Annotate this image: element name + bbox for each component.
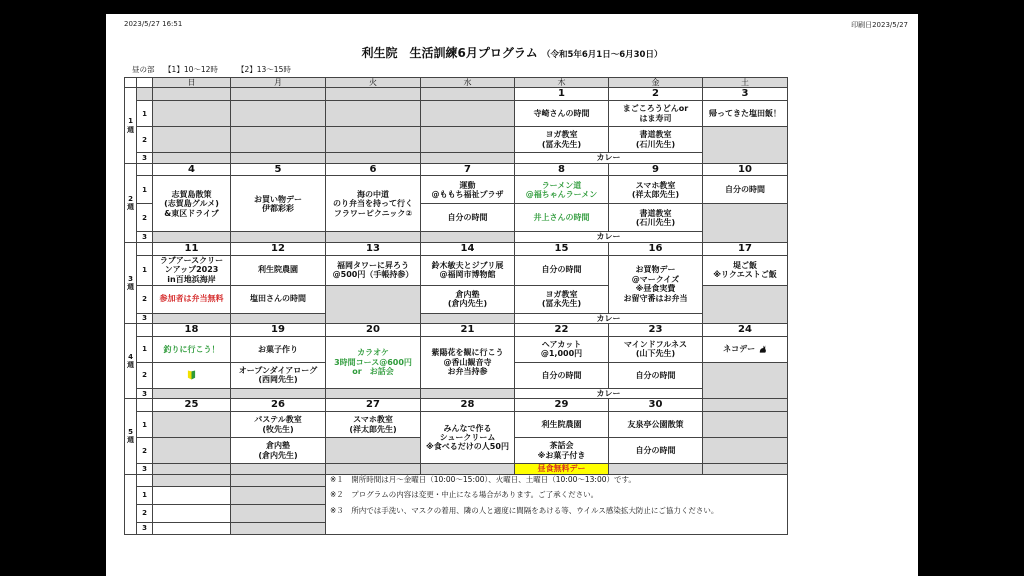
event-cell: ラーメン道 @福ちゃんラーメン [515, 176, 609, 204]
event-cell: ヨガ教室 (冨永先生) [515, 127, 609, 153]
event-cell: 自分の時間 [609, 362, 703, 388]
event-cell: 倉内塾 (倉内先生) [231, 438, 326, 464]
event-cell: 志賀島散策 (志賀島グルメ) &東区ドライブ [153, 176, 231, 232]
day-fri: 金 [609, 78, 703, 88]
date-cell: 3 [703, 88, 788, 101]
event-cell: 茶話会 ※お菓子付き [515, 438, 609, 464]
day-tue: 火 [326, 78, 421, 88]
slot2-label: 【2】13～15時 [236, 65, 291, 74]
date-cell: 17 [703, 242, 788, 255]
event-cell: スマホ教室 (祥太郎先生) [326, 412, 421, 438]
row-number: 2 [137, 285, 153, 313]
row-number: 2 [137, 204, 153, 232]
event-text: ネコデー [723, 344, 756, 354]
week2-label: 2 週 [125, 163, 137, 242]
date-cell: 18 [153, 324, 231, 337]
date-cell: 29 [515, 399, 609, 412]
date-cell: 4 [153, 163, 231, 176]
icon-cell [153, 362, 231, 388]
curry-cell: カレー [515, 388, 703, 398]
event-cell: 運動 @ももち福祉プラザ [421, 176, 515, 204]
date-cell: 15 [515, 242, 609, 255]
row-number: 2 [137, 127, 153, 153]
date-cell: 16 [609, 242, 703, 255]
event-cell: 倉内塾 (倉内先生) [421, 285, 515, 313]
event-cell: まごころうどんor はま寿司 [609, 101, 703, 127]
date-cell: 21 [421, 324, 515, 337]
event-cell: ラブアースクリー ンアップ2023 in百地浜海岸 [153, 255, 231, 285]
note-2: ※２ プログラムの内容は変更・中止になる場合があります。ご了承ください。 [330, 489, 599, 499]
event-cell: 釣りに行こう！ [153, 336, 231, 362]
notes-block [326, 474, 788, 534]
event-cell: 自分の時間 [515, 255, 609, 285]
row-number: 2 [137, 438, 153, 464]
date-cell: 8 [515, 163, 609, 176]
event-cell: ヨガ教室 (冨永先生) [515, 285, 609, 313]
event-note: 参加者は弁当無料 [153, 285, 231, 313]
event-cell: 海の中道 のり弁当を持って行く フラワーピクニック② [326, 176, 421, 232]
page-title [106, 44, 918, 61]
week5-date-row [125, 399, 907, 412]
date-cell: 11 [153, 242, 231, 255]
date-cell: 24 [703, 324, 788, 337]
week4-label: 4 週 [125, 324, 137, 399]
event-cell: 利生院農園 [515, 412, 609, 438]
row-number: 1 [137, 255, 153, 285]
print-timestamp: 2023/5/27 16:51 [124, 20, 183, 28]
row-number: 1 [137, 486, 153, 504]
date-cell: 26 [231, 399, 326, 412]
event-cell: 帰ってきた塩田飯！ [703, 101, 788, 127]
date-cell: 14 [421, 242, 515, 255]
date-cell: 25 [153, 399, 231, 412]
row-number: 2 [137, 504, 153, 522]
day-header-row [125, 78, 907, 88]
schedule-table [124, 77, 907, 535]
event-cell: お買い物デー 伊都彩彩 [231, 176, 326, 232]
week2-date-row [125, 163, 907, 176]
date-cell: 10 [703, 163, 788, 176]
event-cell: みんなで作る シュークリーム ※食べるだけの人50円 [421, 412, 515, 464]
row-number: 3 [137, 522, 153, 534]
date-cell: 27 [326, 399, 421, 412]
event-cell: 書道教室 (石川先生) [609, 204, 703, 232]
beginner-mark-icon [187, 369, 196, 381]
week3-date-row [125, 242, 907, 255]
event-cell: スマホ教室 (祥太郎先生) [609, 176, 703, 204]
date-cell: 1 [515, 88, 609, 101]
print-date: 印刷日2023/5/27 [851, 21, 908, 29]
event-cell: 福岡タワーに昇ろう @500円（手帳持参） [326, 255, 421, 285]
event-cell: 井上さんの時間 [515, 204, 609, 232]
event-cell: ヘアカット @1,000円 [515, 336, 609, 362]
row-number: 1 [137, 412, 153, 438]
event-cell: 自分の時間 [421, 204, 515, 232]
note-3: ※３ 所内では手洗い、マスクの着用、隣の人と適度に間隔をあける等、ウイルス感染拡大防止にご協力ください。 [330, 505, 719, 515]
title-main: 利生院 生活訓練6月プログラム [361, 46, 538, 60]
event-cell: お菓子作り [231, 336, 326, 362]
date-cell: 28 [421, 399, 515, 412]
event-cell: 鈴木敏夫とジブリ展 @福岡市博物館 [421, 255, 515, 285]
event-cell: お買物デー @マークイズ ※昼食実費 お留守番はお弁当 [609, 255, 703, 313]
curry-cell: カレー [515, 313, 703, 323]
row-number: 2 [137, 362, 153, 388]
row-number: 1 [137, 336, 153, 362]
event-cell: 紫陽花を観に行こう @香山観音寺 お弁当持参 [421, 336, 515, 388]
row-number: 3 [137, 388, 153, 398]
event-cell-with-icon [703, 336, 788, 362]
free-lunch-badge: 昼食無料デー [515, 464, 609, 474]
title-period: （令和5年6月1日～6月30日） [541, 50, 663, 60]
date-cell: 13 [326, 242, 421, 255]
date-cell: 9 [609, 163, 703, 176]
row-number: 1 [137, 101, 153, 127]
day-mon: 月 [231, 78, 326, 88]
event-cell: 堤ご飯 ※リクエストご飯 [703, 255, 788, 285]
day-sat: 土 [703, 78, 788, 88]
session-label: 昼の部 [132, 65, 155, 74]
event-cell: マインドフルネス (山下先生) [609, 336, 703, 362]
curry-cell: カレー [515, 232, 703, 242]
row-number: 3 [137, 232, 153, 242]
week4-date-row [125, 324, 907, 337]
event-cell: オープンダイアローグ (西岡先生) [231, 362, 326, 388]
slot1-label: 【1】10～12時 [164, 65, 218, 74]
event-cell: 友泉亭公園散策 [609, 412, 703, 438]
row-number: 3 [137, 313, 153, 323]
curry-cell: カレー [515, 153, 703, 163]
event-cell: パステル教室 (牧先生) [231, 412, 326, 438]
note-1: ※１ 開所時間は月～金曜日（10:00～15:00）、火曜日、土曜日（10:00～13:00）です。 [330, 474, 636, 484]
date-cell: 2 [609, 88, 703, 101]
time-legend [132, 64, 291, 75]
date-cell: 5 [231, 163, 326, 176]
row-number: 3 [137, 153, 153, 163]
event-cell: 書道教室 (石川先生) [609, 127, 703, 153]
date-cell: 22 [515, 324, 609, 337]
date-cell: 6 [326, 163, 421, 176]
day-thu: 木 [515, 78, 609, 88]
day-wed: 水 [421, 78, 515, 88]
event-cell: カラオケ 3時間コース@600円 or お話会 [326, 336, 421, 388]
event-cell: 自分の時間 [703, 176, 788, 204]
event-cell: 自分の時間 [609, 438, 703, 464]
date-cell: 23 [609, 324, 703, 337]
cat-icon [758, 343, 767, 355]
event-cell: 利生院農園 [231, 255, 326, 285]
week1-label: 1 週 [125, 88, 137, 163]
date-cell: 19 [231, 324, 326, 337]
date-cell: 12 [231, 242, 326, 255]
week1-date-row [125, 88, 907, 101]
week3-label: 3 週 [125, 242, 137, 323]
date-cell: 30 [609, 399, 703, 412]
document-page [106, 14, 918, 576]
date-cell: 20 [326, 324, 421, 337]
week5-label: 5 週 [125, 399, 137, 474]
date-cell: 7 [421, 163, 515, 176]
row-number: 3 [137, 464, 153, 474]
day-sun: 日 [153, 78, 231, 88]
row-number: 1 [137, 176, 153, 204]
event-cell: 塩田さんの時間 [231, 285, 326, 313]
event-cell: 自分の時間 [515, 362, 609, 388]
event-cell: 寺崎さんの時間 [515, 101, 609, 127]
